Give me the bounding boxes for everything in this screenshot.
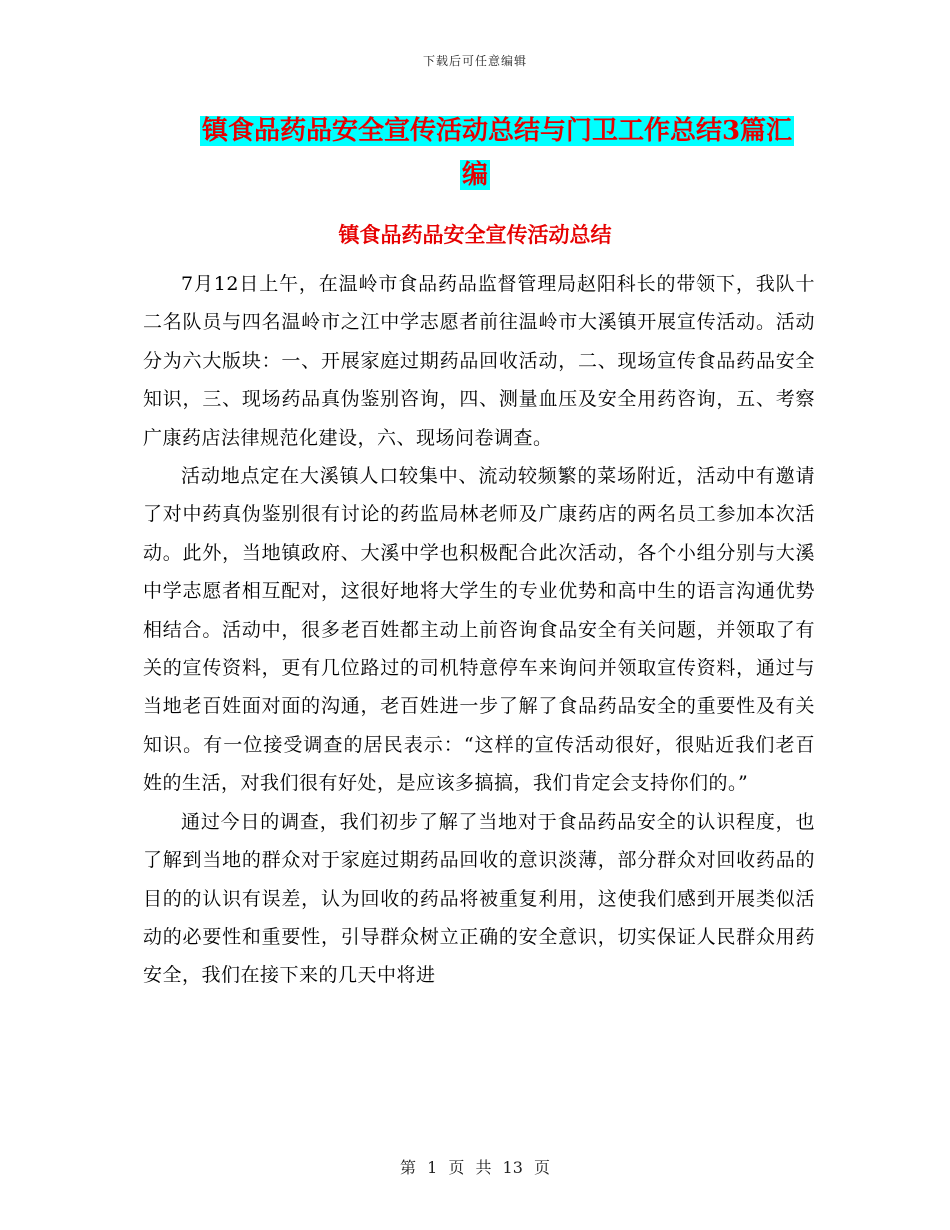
section-title: 镇食品药品安全宣传活动总结 (338, 222, 612, 247)
paragraph: 7月12日上午，在温岭市食品药品监督管理局赵阳科长的带领下，我队十二名队员与四名温岭市之江中学志愿者前往温岭市大溪镇开展宣传活动。活动分为六大版块：一、开展家庭过期药品回收活动，二、现场宣传食品药品安全知识，三、现场药品真伪鉴别咨询，四、测量血压及安全用药咨询，五、考察广康药店法律规范化建设，六、现场问卷调查。 (143, 273, 815, 449)
document-title (0, 110, 950, 152)
page-header-note: 下载后可任意编辑 (422, 54, 527, 68)
document-title-line2: 编 (461, 160, 488, 190)
document-title-continued (0, 154, 950, 196)
document-body (143, 265, 815, 995)
paragraph: 活动地点定在大溪镇人口较集中、流动较频繁的菜场附近，活动中有邀请了对中药真伪鉴别很有讨论的药监局林老师及广康药店的两名员工参加本次活动。此外，当地镇政府、大溪中学也积极配合此次活动，各个小组分别与大溪中学志愿者相互配对，这很好地将大学生的专业优势和高中生的语言沟通优势相结合。活动中，很多老百姓都主动上前咨询食品安全有关问题，并领取了有关的宣传资料，更有几位路过的司机特意停车来询问并领取宣传资料，通过与当地老百姓面对面的沟通，老百姓进一步了解了食品药品安全的重要性及有关知识。有一位接受调查的居民表示：“这样的宣传活动很好，很贴近我们老百姓的生活，对我们很有好处，是应该多搞搞，我们肯定会支持你们的。” (143, 465, 815, 795)
paragraph: 通过今日的调查，我们初步了解了当地对于食品药品安全的认识程度，也了解到当地的群众对于家庭过期药品回收的意识淡薄，部分群众对回收药品的目的的认识有误差，认为回收的药品将被重复利用，这使我们感到开展类似活动的必要性和重要性，引导群众树立正确的安全意识，切实保证人民群众用药安全，我们在接下来的几天中将进 (143, 810, 815, 987)
page-number: 第 1 页 共 13 页 (400, 1158, 550, 1177)
document-title-line1: 镇食品药品安全宣传活动总结与门卫工作总结3篇汇 (201, 116, 793, 146)
